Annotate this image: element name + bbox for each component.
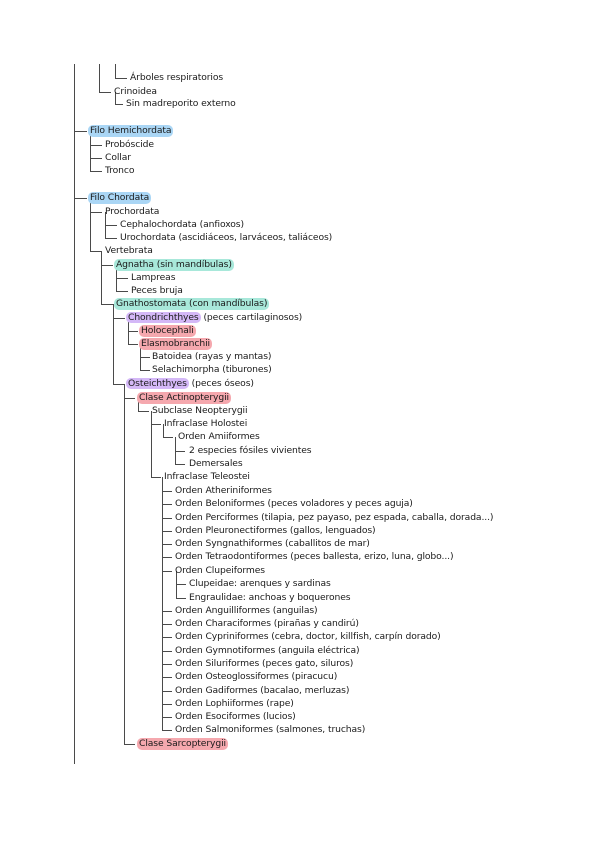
- node-filo-hemichordata: Filo Hemichordata: [90, 125, 172, 136]
- node-gnathostomata: Gnathostomata (con mandíbulas): [116, 298, 268, 309]
- node-especies-fosiles: 2 especies fósiles vivientes: [189, 445, 312, 456]
- tree-branch: [162, 664, 172, 665]
- node-sin-madreporito: Sin madreporito externo: [126, 98, 236, 109]
- node-vertebrata: Vertebrata: [105, 245, 153, 256]
- tree-branch: [162, 637, 172, 638]
- node-orden-perciformes: Orden Perciformes (tilapia, pez payaso, pez espada, caballa, dorada...): [175, 512, 494, 523]
- tree-branch: [115, 104, 123, 105]
- tree-branch: [162, 717, 172, 718]
- node-peces-bruja: Peces bruja: [131, 285, 183, 296]
- tree-branch: [74, 198, 87, 199]
- osteichthyes-desc: (peces óseos): [188, 378, 254, 389]
- node-tronco: Tronco: [105, 165, 135, 176]
- tree-connector: [101, 251, 102, 304]
- tree-branch: [90, 145, 102, 146]
- node-infraclase-holostei: Infraclase Holostei: [164, 418, 248, 429]
- node-proboscide: Probóscide: [105, 139, 154, 150]
- tree-branch: [151, 477, 161, 478]
- node-clase-actinopterygii: Clase Actinopterygii: [139, 392, 229, 403]
- node-orden-clupeiformes: Orden Clupeiformes: [175, 565, 265, 576]
- node-orden-amiiformes: Orden Amiiformes: [178, 431, 260, 442]
- tree-connector: [90, 198, 91, 251]
- tree-branch: [162, 557, 172, 558]
- tree-branch: [90, 251, 102, 252]
- tree-branch: [176, 584, 186, 585]
- node-agnatha: Agnatha (sin mandíbulas): [116, 259, 232, 270]
- tree-connector: [151, 411, 152, 477]
- tree-connector: [124, 384, 125, 744]
- tree-branch: [162, 651, 172, 652]
- node-orden-lophiiformes: Orden Lophiiformes (rape): [175, 698, 294, 709]
- node-chondrichthyes: [127, 312, 302, 324]
- node-orden-syngnathiformes: Orden Syngnathiformes (caballitos de mar): [175, 538, 370, 549]
- tree-connector: [162, 477, 163, 730]
- tree-branch: [162, 691, 172, 692]
- tree-connector: [99, 64, 100, 92]
- tree-branch: [113, 384, 124, 385]
- tree-branch: [99, 92, 111, 93]
- tree-connector: [90, 131, 91, 171]
- tree-branch: [124, 744, 135, 745]
- node-orden-tetraodontiformes: Orden Tetraodontiformes (peces ballesta, erizo, luna, globo...): [175, 551, 454, 562]
- tree-connector: [115, 64, 116, 78]
- tree-branch: [175, 464, 185, 465]
- osteichthyes-name: Osteichthyes: [128, 378, 187, 389]
- tree-branch: [163, 437, 173, 438]
- tree-branch: [138, 411, 149, 412]
- node-orden-characiformes: Orden Characiformes (pirañas y candirú): [175, 618, 359, 629]
- tree-branch: [128, 331, 138, 332]
- tree-branch: [162, 624, 172, 625]
- tree-branch: [162, 611, 172, 612]
- node-subclase-neopterygii: Subclase Neopterygii: [152, 405, 248, 416]
- node-orden-atheriniformes: Orden Atheriniformes: [175, 485, 272, 496]
- tree-branch: [162, 504, 172, 505]
- node-orden-cypriniformes: Orden Cypriniformes (cebra, doctor, killfish, carpín dorado): [175, 631, 441, 642]
- tree-branch: [101, 265, 113, 266]
- tree-branch: [90, 158, 102, 159]
- node-orden-beloniformes: Orden Beloniformes (peces voladores y peces aguja): [175, 498, 413, 509]
- node-clase-sarcopterygii: Clase Sarcopterygii: [139, 738, 227, 749]
- tree-connector: [113, 304, 114, 384]
- node-orden-anguilliformes: Orden Anguilliformes (anguilas): [175, 605, 318, 616]
- tree-branch: [162, 518, 172, 519]
- node-lampreas: Lampreas: [131, 272, 176, 283]
- node-crinoidea: Crinoidea: [114, 86, 157, 97]
- node-infraclase-teleostei: Infraclase Teleostei: [164, 471, 250, 482]
- node-orden-gadiformes: Orden Gadiformes (bacalao, merluzas): [175, 685, 350, 696]
- node-batoidea: Batoidea (rayas y mantas): [152, 351, 272, 362]
- chondrichthyes-name: Chondrichthyes: [128, 312, 199, 323]
- tree-branch: [162, 531, 172, 532]
- tree-branch: [140, 370, 150, 371]
- node-selachimorpha: Selachimorpha (tiburones): [152, 364, 272, 375]
- tree-branch: [113, 318, 125, 319]
- node-orden-osteoglossiformes: Orden Osteoglossiformes (piracucu): [175, 671, 338, 682]
- node-osteichthyes: [127, 378, 254, 390]
- chondrichthyes-desc: (peces cartilaginosos): [200, 312, 303, 323]
- tree-branch: [162, 544, 172, 545]
- tree-branch: [116, 278, 128, 279]
- node-holocephali: Holocephali: [141, 325, 194, 336]
- tree-branch: [151, 424, 161, 425]
- tree-branch: [162, 571, 172, 572]
- node-prochordata: Prochordata: [105, 206, 160, 217]
- node-orden-gymnotiformes: Orden Gymnotiformes (anguila eléctrica): [175, 645, 360, 656]
- node-cephalochordata: Cephalochordata (anfioxos): [120, 219, 244, 230]
- node-demersales: Demersales: [189, 458, 243, 469]
- tree-branch: [140, 357, 150, 358]
- node-filo-chordata: Filo Chordata: [90, 192, 150, 203]
- node-elasmobranchii: Elasmobranchii: [141, 338, 210, 349]
- node-orden-pleuronectiformes: Orden Pleuronectiformes (gallos, lenguados): [175, 525, 376, 536]
- tree-branch: [74, 131, 87, 132]
- tree-branch: [116, 291, 128, 292]
- node-collar: Collar: [105, 152, 131, 163]
- tree-branch: [128, 344, 138, 345]
- tree-branch: [162, 677, 172, 678]
- tree-branch: [90, 171, 102, 172]
- tree-branch: [115, 78, 127, 79]
- node-arboles-respiratorios: Árboles respiratorios: [130, 72, 224, 83]
- node-engraulidae: Engraulidae: anchoas y boquerones: [189, 592, 351, 603]
- tree-connector: [74, 64, 75, 764]
- tree-branch: [162, 491, 172, 492]
- tree-branch: [176, 598, 186, 599]
- tree-branch: [162, 704, 172, 705]
- tree-branch: [101, 304, 113, 305]
- tree-branch: [90, 212, 102, 213]
- tree-branch: [162, 730, 172, 731]
- tree-branch: [175, 451, 185, 452]
- tree-branch: [124, 398, 135, 399]
- tree-branch: [105, 225, 117, 226]
- node-orden-siluriformes: Orden Siluriformes (peces gato, siluros): [175, 658, 354, 669]
- node-orden-salmoniformes: Orden Salmoniformes (salmones, truchas): [175, 724, 366, 735]
- node-orden-esociformes: Orden Esociformes (lucios): [175, 711, 296, 722]
- node-urochordata: Urochordata (ascidiáceos, larváceos, taliáceos): [120, 232, 333, 243]
- tree-branch: [105, 238, 117, 239]
- node-clupeidae: Clupeidae: arenques y sardinas: [189, 578, 331, 589]
